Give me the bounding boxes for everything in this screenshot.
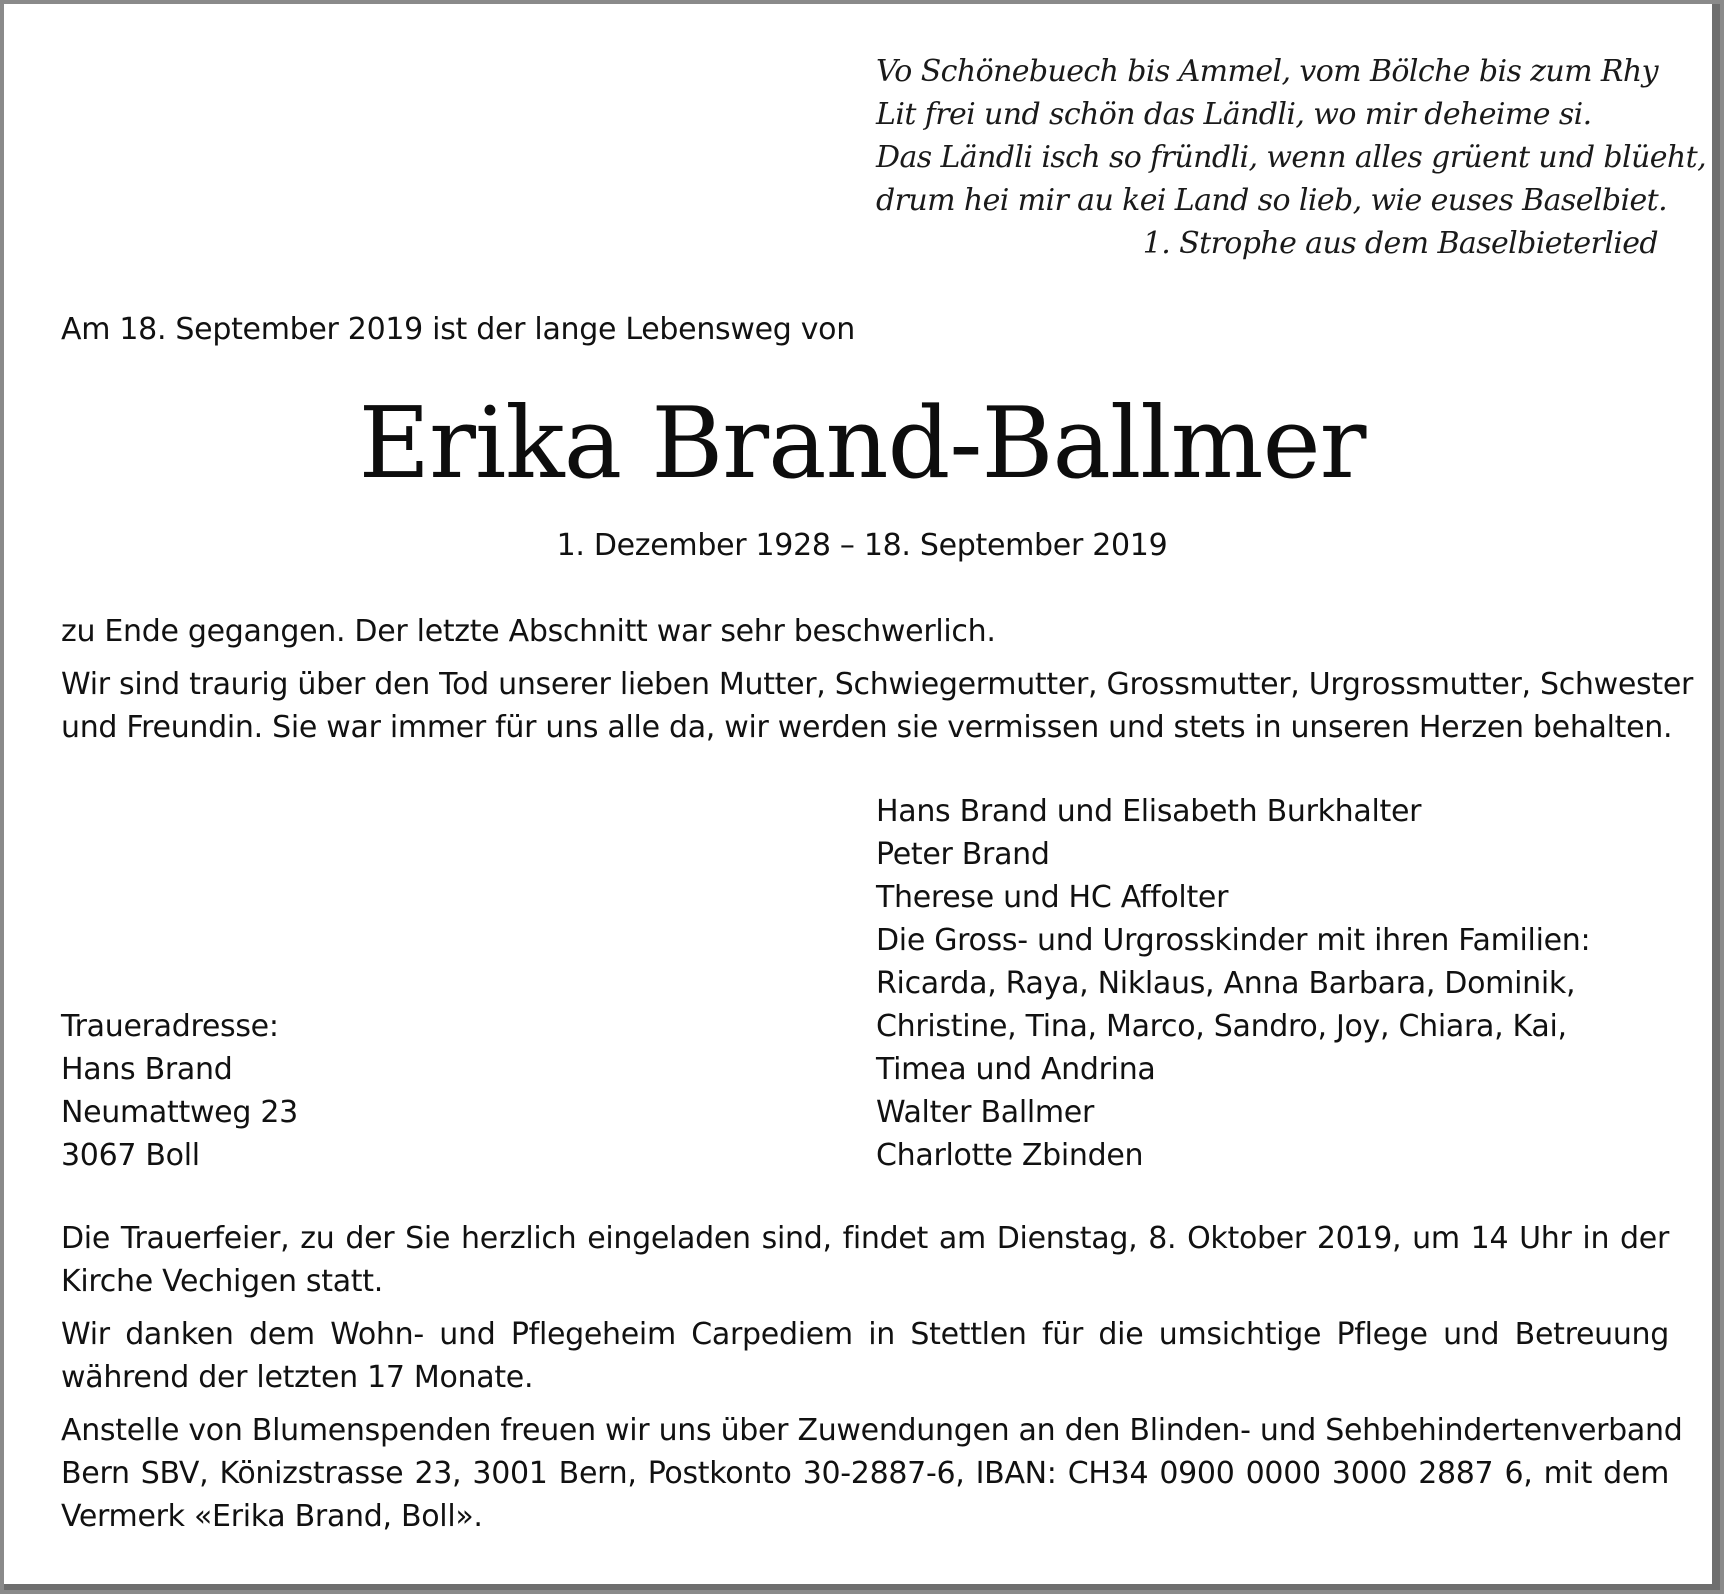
motto-verse [876, 50, 1706, 265]
mourner-line: Walter Ballmer [876, 1095, 1095, 1130]
address-name: Hans Brand [61, 1052, 233, 1087]
body-line: und Freundin. Sie war immer für uns alle da, wir werden sie vermissen und stets in unseren Herzen behalten. [61, 710, 1673, 745]
motto-line: Das Ländli isch so fründli, wenn alles grüent und blüeht, [876, 140, 1706, 175]
mourner-line: Die Gross- und Urgrosskinder mit ihren Familien: [876, 923, 1591, 958]
address-city: 3067 Boll [61, 1138, 200, 1173]
donation-line: Anstelle von Blumenspenden freuen wir uns über Zuwendungen an den Blinden- und Sehbehindertenverband [61, 1413, 1683, 1448]
mourner-line: Charlotte Zbinden [876, 1138, 1144, 1173]
thanks-paragraph [61, 1313, 1669, 1399]
motto-line: Lit frei und schön das Ländli, wo mir deheime si. [876, 97, 1592, 132]
motto-line: drum hei mir au kei Land so lieb, wie euses Baselbiet. [876, 183, 1668, 218]
thanks-line: Wir danken dem Wohn- und Pflegeheim Carpediem in Stettlen für die umsichtige Pflege und Betreuung [61, 1317, 1669, 1352]
motto-source: 1. Strophe aus dem Baselbieterlied [1142, 226, 1658, 261]
body-line: Wir sind traurig über den Tod unserer lieben Mutter, Schwiegermutter, Grossmutter, Urgrossmutter, Schwester [61, 667, 1694, 702]
mourner-line: Ricarda, Raya, Niklaus, Anna Barbara, Dominik, [876, 966, 1576, 1001]
closing-section [61, 1217, 1683, 1548]
body-paragraph-1: zu Ende gegangen. Der letzte Abschnitt war sehr beschwerlich. [61, 614, 996, 649]
mourner-line: Hans Brand und Elisabeth Burkhalter [876, 794, 1422, 829]
deceased-name: Erika Brand-Ballmer [358, 387, 1366, 501]
mourners-list [876, 790, 1656, 1177]
mourner-line: Peter Brand [876, 837, 1050, 872]
obituary-page [4, 4, 1720, 1590]
intro-text: Am 18. September 2019 ist der lange Lebensweg von [61, 312, 855, 347]
donation-line: Bern SBV, Könizstrasse 23, 3001 Bern, Postkonto 30-2887-6, IBAN: CH34 0900 0000 3000 2887 6, mit dem [61, 1456, 1669, 1491]
mourner-line: Therese und HC Affolter [876, 880, 1229, 915]
donation-line: Vermerk «Erika Brand, Boll». [61, 1499, 483, 1534]
life-dates: 1. Dezember 1928 – 18. September 2019 [556, 528, 1168, 563]
body-paragraph-2 [61, 663, 1694, 749]
mourning-address [61, 1005, 661, 1177]
ceremony-line: Die Trauerfeier, zu der Sie herzlich eingeladen sind, findet am Dienstag, 8. Oktober 2019, um 14 Uhr in der [61, 1221, 1669, 1256]
address-label: Traueradresse: [61, 1009, 279, 1044]
mourner-line: Christine, Tina, Marco, Sandro, Joy, Chiara, Kai, [876, 1009, 1567, 1044]
mourner-line: Timea und Andrina [876, 1052, 1156, 1087]
address-street: Neumattweg 23 [61, 1095, 298, 1130]
thanks-line: während der letzten 17 Monate. [61, 1360, 534, 1395]
ceremony-line: Kirche Vechigen statt. [61, 1264, 383, 1299]
donation-paragraph [61, 1409, 1683, 1538]
ceremony-paragraph [61, 1217, 1669, 1303]
motto-line: Vo Schönebuech bis Ammel, vom Bölche bis zum Rhy [876, 54, 1658, 89]
